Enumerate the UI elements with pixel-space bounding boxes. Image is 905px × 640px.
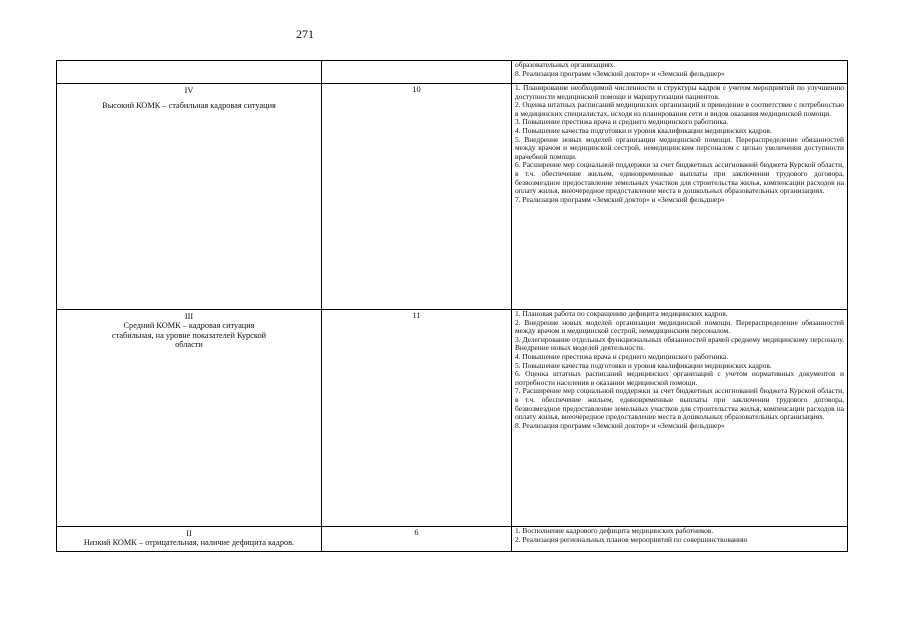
measure-item: 7. Расширение мер социальной поддержки за счет бюджетных ассигнований бюджета Курской области, в т.ч. обеспечение жильем, единовременные выплаты при заключении трудового договора, безвозмездное предоставление земельных участков для строительства жилья, компенсации расходов на оплату жилья, внеочередное предоставление места в дошкольных образовательных организациях. [515,386,844,422]
level-cell [57,310,322,527]
measure-item: 5. Повышение качества подготовки и уровня квалификации медицинских кадров. [515,360,772,370]
measures-cell [512,527,848,552]
staffing-measures-table [56,60,848,552]
measure-item: 8. Реализация программ «Земский доктор» и «Земский фельдшер» [515,68,725,78]
measure-item: 4. Повышение престижа врача и среднего медицинского работника. [515,351,729,361]
measure-item: образовательных организациях. [515,60,616,69]
measure-item: 6. Оценка штатных расписаний медицинских организаций с учетом нормативных документов и потребности населения в оказании медицинской помощи. [515,369,844,387]
measures-cell [512,310,848,527]
score-cell [322,61,512,84]
table-row [57,61,848,84]
level-cell [57,61,322,84]
measure-item: 5. Внедрение новых моделей организации медицинской помощи. Перераспределение обязанностей между врачом и медицинской сестрой, немедицинским персоналом с целью увеличения доступности врачебной помощи. [515,134,844,161]
measure-item: 7. Реализация программ «Земский доктор» и «Земский фельдшер» [515,194,725,204]
measure-item: 1. Плановая работа по сокращению дефицита медицинских кадров. [515,309,728,318]
measure-item: 2. Оценка штатных расписаний медицинских организаций и приведение в соответствие с потребностью в медицинских специалистах, исходя из планирования сети и видов оказания медицинской помощи. [515,100,844,118]
score-cell: 6 [322,527,512,552]
measures-cell [512,61,848,84]
table-row [57,310,848,527]
measure-item: 3. Повышение престижа врача и среднего медицинского работника. [515,117,729,127]
page-number: 271 [296,27,314,41]
level-numeral: IV [184,86,194,95]
level-numeral: II [186,529,192,538]
measure-item: 6. Расширение мер социальной поддержки за счет бюджетных ассигнований бюджета Курской области, в т.ч. обеспечение жильем, единовременные выплаты при заключении трудового договора, безвозмездное предоставление земельных участков для строительства жилья, компенсации расходов на оплату жилья, внеочередное предоставление места в дошкольных образовательных организациях. [515,160,844,196]
measure-item: 3. Делегирование отдельных функциональных обязанностей врачей среднему медицинскому персоналу. Внедрение новых моделей деятельности. [515,334,844,353]
score-cell: 10 [322,84,512,310]
measure-item: 1. Планирование необходимой численности и структуры кадров с учетом мероприятий по улучшению доступности медицинской помощи и маршрутизации пациентов. [515,83,844,101]
measure-item: 1. Восполнение кадрового дефицита медицинских работников. [515,526,714,535]
table-row [57,527,848,552]
level-cell [57,527,322,552]
level-description: Высокий КОМК – стабильная кадровая ситуация [102,101,276,111]
measure-item: 4. Повышение качества подготовки и уровня квалификации медицинских кадров. [515,125,772,135]
level-description: Низкий КОМК – отрицательная, наличие дефицита кадров. [83,538,295,548]
level-numeral: III [184,312,194,321]
score-cell: 11 [322,310,512,527]
table-row [57,84,848,310]
measure-item: 2. Реализация региональных планов мероприятий по совершенствованию [515,534,748,544]
measure-item: 8. Реализация программ «Земский доктор» и «Земский фельдшер» [515,420,725,430]
level-description: Средний КОМК – кадровая ситуация стабильная, на уровне показателей Курской области [111,321,267,349]
measure-item: 2. Внедрение новых моделей организации медицинской помощи. Перераспределение обязанностей между врачом и медицинской сестрой, немедицинским персоналом. [515,317,844,336]
measures-cell [512,84,848,310]
level-cell [57,84,322,310]
